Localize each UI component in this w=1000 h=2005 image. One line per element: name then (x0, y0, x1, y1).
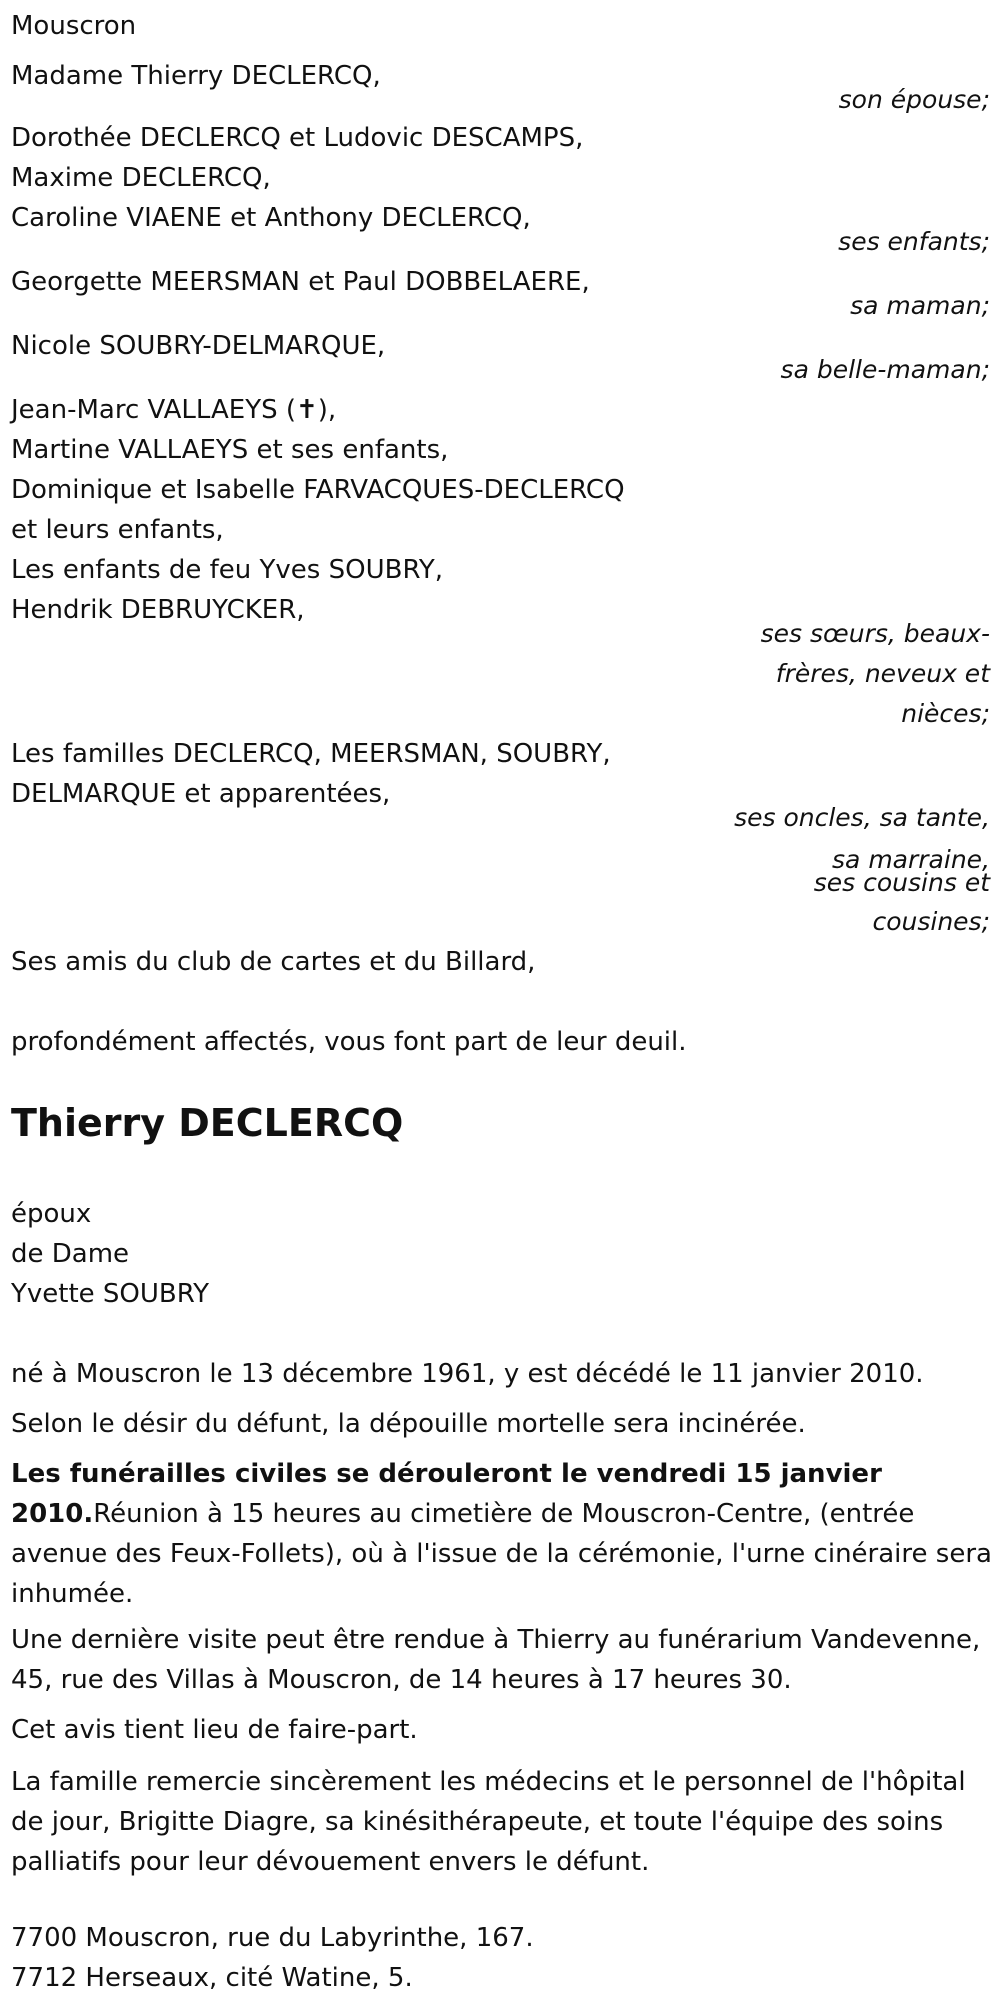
address-line: 7700 Mouscron, rue du Labyrinthe, 167. (11, 1923, 534, 1953)
sibling-line: Dominique et Isabelle FARVACQUES-DECLERCQ (11, 475, 625, 505)
funeral-paragraph (11, 1454, 996, 1614)
deceased-name: Thierry DECLERCQ (11, 1101, 404, 1145)
sibling-line: et leurs enfants, (11, 515, 224, 545)
mother-in-law-role: sa belle-maman; (780, 355, 990, 384)
cremation-line: Selon le désir du défunt, la dépouille mortelle sera incinérée. (11, 1409, 806, 1439)
funeral-bold-text: Les funérailles civiles se dérouleront le vendredi 15 janvier 2010. (11, 1459, 882, 1529)
city-heading: Mouscron (11, 11, 137, 41)
mother-role: sa maman; (850, 291, 990, 320)
child-line: Dorothée DECLERCQ et Ludovic DESCAMPS, (11, 123, 584, 153)
friends-line: Ses amis du club de cartes et du Billard, (11, 947, 536, 977)
relation-line: de Dame (11, 1239, 130, 1269)
families-role-line: cousines; (872, 907, 990, 936)
address-line: 7712 Herseaux, cité Watine, 5. (11, 1963, 413, 1993)
families-line: DELMARQUE et apparentées, (11, 779, 391, 809)
child-line: Caroline VIAENE et Anthony DECLERCQ, (11, 203, 531, 233)
sibling-line: Jean-Marc VALLAEYS (✝), (11, 395, 337, 425)
thanks-paragraph: La famille remercie sincèrement les médecins et le personnel de l'hôpital de jour, Brigitte Diagre, sa kinésithérapeute, et toute l'équipe des soins palliatifs pour leur dévouement envers le défunt. (11, 1767, 966, 1877)
relation-line: époux (11, 1199, 92, 1229)
mother-name: Georgette MEERSMAN et Paul DOBBELAERE, (11, 267, 590, 297)
siblings-role-line: frères, neveux et (775, 659, 990, 688)
families-role-line: ses oncles, sa tante, (734, 803, 990, 832)
siblings-role-line: ses sœurs, beaux- (760, 619, 990, 648)
spouse-role: son épouse; (838, 85, 990, 114)
sibling-line: Martine VALLAEYS et ses enfants, (11, 435, 449, 465)
funeral-body-text: Réunion à 15 heures au cimetière de Mouscron-Centre, (entrée avenue des Feux-Follets), où à l'issue de la cérémonie, l'urne cinéraire sera inhumée. (11, 1499, 992, 1609)
sibling-line: Les enfants de feu Yves SOUBRY, (11, 555, 443, 585)
visit-paragraph: Une dernière visite peut être rendue à Thierry au funérarium Vandevenne, 45, rue des Villas à Mouscron, de 14 heures à 17 heures 30. (11, 1625, 981, 1695)
child-line: Maxime DECLERCQ, (11, 163, 271, 193)
children-role: ses enfants; (838, 227, 990, 256)
spouse-name: Madame Thierry DECLERCQ, (11, 61, 381, 91)
siblings-role-line: nièces; (901, 699, 990, 728)
families-role-line: ses cousins et (813, 868, 990, 897)
families-line: Les familles DECLERCQ, MEERSMAN, SOUBRY, (11, 739, 611, 769)
mother-in-law-name: Nicole SOUBRY-DELMARQUE, (11, 331, 386, 361)
sibling-line: Hendrik DEBRUYCKER, (11, 595, 305, 625)
announcement-intro: profondément affectés, vous font part de leur deuil. (11, 1027, 687, 1057)
relation-line: Yvette SOUBRY (11, 1279, 210, 1309)
families-role-line: sa marraine, (832, 845, 990, 874)
notice-line: Cet avis tient lieu de faire-part. (11, 1715, 418, 1745)
birth-death-line: né à Mouscron le 13 décembre 1961, y est décédé le 11 janvier 2010. (11, 1359, 924, 1389)
